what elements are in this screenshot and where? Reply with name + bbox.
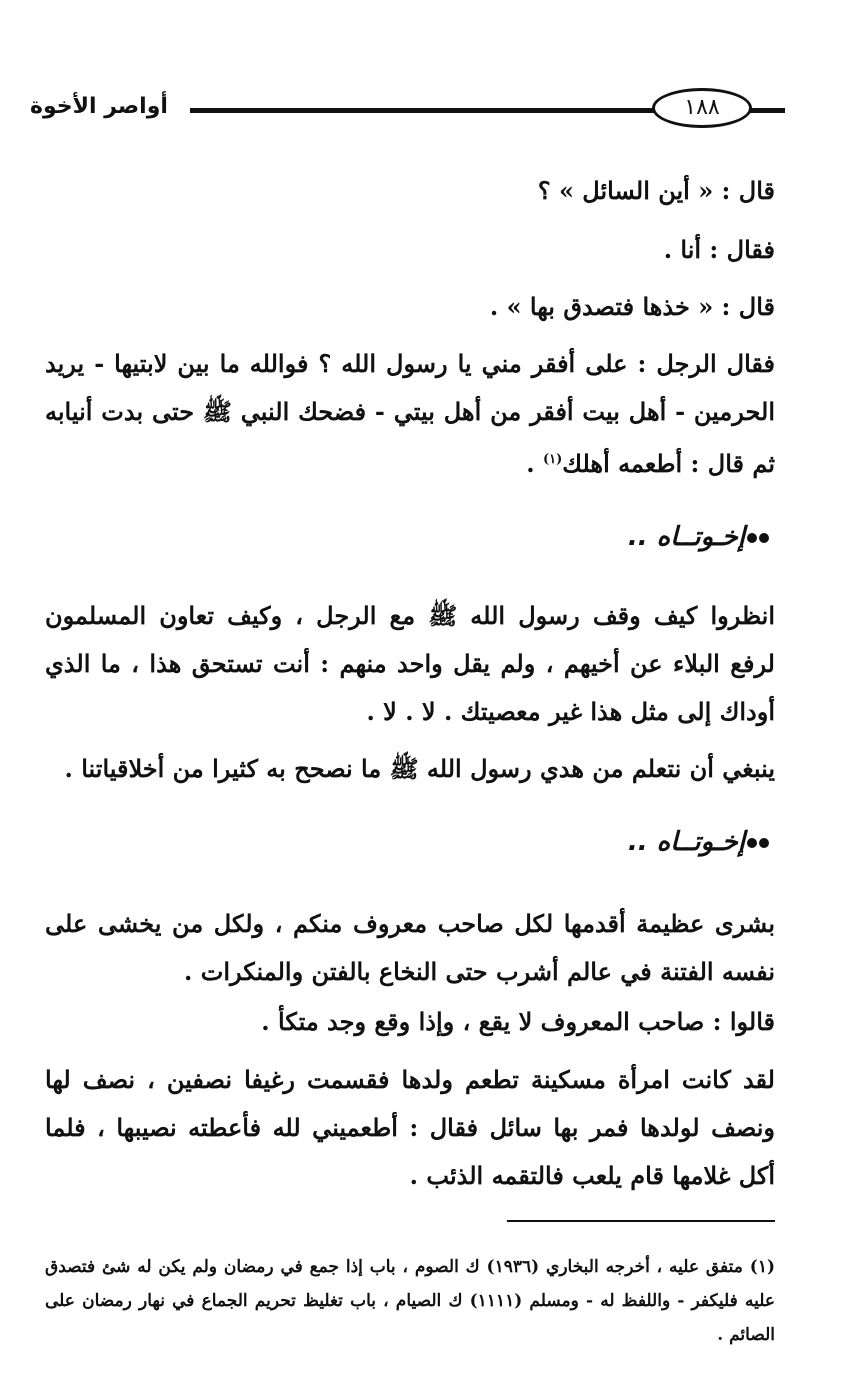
footnote: (١) متفق عليه ، أخرجه البخاري (١٩٣٦) ك الصوم ، باب إذا جمع في رمضان ولم يكن له شئ فتصدق عليه فليكفر - واللفظ له - ومسلم (١١١١) ك الصيام ، باب تغليظ تحريم الجماع في نهار رمضان على الصائم .	[45, 1257, 775, 1345]
bullet-dots-icon	[745, 522, 769, 552]
dialogue-line-1: قال : « أين السائل » ؟	[537, 176, 775, 205]
section1-paragraph-2: ينبغي أن نتعلم من هدي رسول الله ﷺ ما نصحح به كثيرا من أخلاقياتنا .	[64, 754, 775, 783]
section2-paragraph-1: بشرى عظيمة أقدمها لكل صاحب معروف منكم ، ولكل من يخشى على نفسه الفتنة في عالم أشرب حتى النخاع بالفتن والمنكرات .	[45, 909, 775, 986]
story-paragraph-end: .	[526, 449, 535, 478]
section-heading-1	[628, 522, 775, 552]
header-rule	[190, 108, 660, 113]
footnote-separator	[507, 1220, 775, 1222]
bullet-dots-icon	[745, 827, 769, 857]
header-rule-end	[750, 108, 785, 113]
section2-paragraph-3: لقد كانت امرأة مسكينة تطعم ولدها فقسمت رغيفا نصفين ، نصف لها ونصف لولدها فمر بها سائل فقال : أطعميني لله فأعطته نصيبها ، فلما أكل غلامها قام يلعب فالتقمه الذئب .	[45, 1065, 775, 1190]
section-heading-2	[628, 827, 775, 857]
footnote-marker: (١)	[542, 452, 563, 467]
story-paragraph	[45, 340, 775, 488]
story-paragraph-text: فقال الرجل : على أفقر مني يا رسول الله ؟ فوالله ما بين لابتيها - يريد الحرمين - أهل بيت أفقر من أهل بيتي - فضحك النبي ﷺ حتى بدت أنيابه ثم قال : أطعمه أهلك	[45, 349, 775, 478]
dialogue-line-3: قال : « خذها فتصدق بها » .	[489, 292, 775, 321]
page-header	[30, 88, 780, 134]
section-heading-2-text: إخـوتــاه ..	[627, 827, 745, 857]
running-title: أواصر الأخوة	[30, 94, 168, 119]
dialogue-line-2: فقال : أنا .	[663, 235, 775, 264]
section-heading-1-text: إخـوتــاه ..	[627, 522, 745, 552]
page-number: ١٨٨	[652, 88, 752, 128]
section2-paragraph-2: قالوا : صاحب المعروف لا يقع ، وإذا وقع وجد متكأ .	[261, 1007, 775, 1036]
section1-paragraph-1: انظروا كيف وقف رسول الله ﷺ مع الرجل ، وكيف تعاون المسلمون لرفع البلاء عن أخيهم ، ولم يقل واحد منهم : أنت تستحق هذا ، ما الذي أوداك إلى مثل هذا غير معصيتك . لا . لا .	[45, 601, 775, 726]
